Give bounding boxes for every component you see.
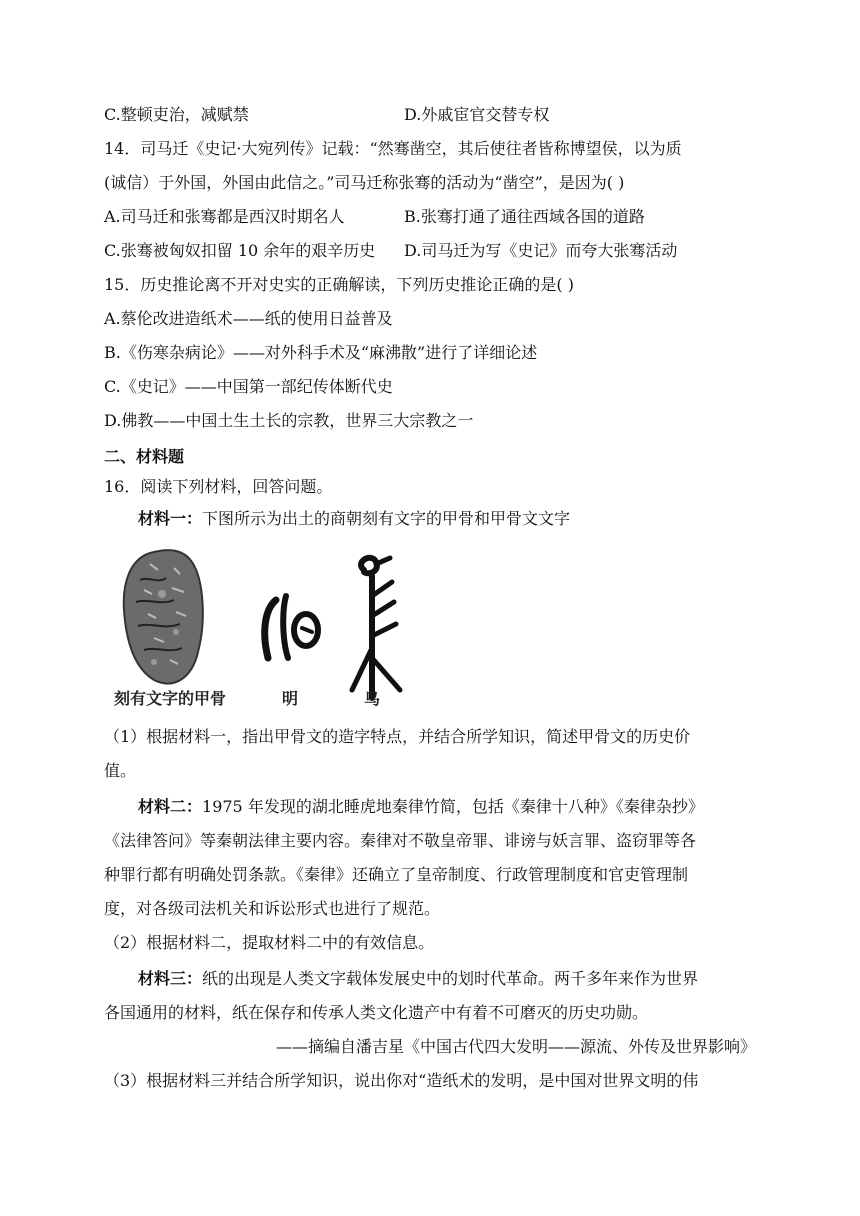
material-3-label: 材料三： — [138, 969, 203, 988]
q14-option-a: A.司马迁和张骞都是西汉时期名人 — [104, 207, 345, 226]
q13-option-c: C.整顿吏治，减赋禁 — [104, 105, 249, 124]
material-2-line1 — [138, 796, 704, 818]
q15-option-d: D.佛教——中国土生土长的宗教，世界三大宗教之一 — [104, 411, 474, 430]
glyph-niao — [352, 558, 400, 698]
q14-option-b: B.张骞打通了通往西域各国的道路 — [404, 207, 645, 226]
q15-stem: 15．历史推论离不开对史实的正确解读，下列历史推论正确的是( ) — [104, 275, 574, 294]
q16-sub3: （3）根据材料三并结合所学知识，说出你对“造纸术的发明，是中国对世界文明的伟 — [104, 1071, 699, 1090]
material-3-source: ——摘编自潘吉星《中国古代四大发明——源流、外传及世界影响》 — [275, 1037, 756, 1056]
q14-stem-line2: (诚信）于外国，外国由此信之。”司马迁称张骞的活动为“凿空”，是因为( ) — [104, 173, 625, 192]
q15-option-c: C.《史记》——中国第一部纪传体断代史 — [104, 377, 393, 396]
oracle-bone-image — [124, 550, 203, 683]
figure-caption-niao: 鸟 — [364, 689, 381, 708]
section-title: 二、材料题 — [104, 447, 185, 466]
q16-stem: 16．阅读下列材料，回答问题。 — [104, 477, 333, 496]
q13-option-d: D.外戚宦官交替专权 — [404, 105, 550, 124]
material-1-label: 材料一： — [138, 509, 203, 528]
q14-option-d: D.司马迁为写《史记》而夸大张骞活动 — [404, 241, 678, 260]
q16-sub1-line2: 值。 — [104, 761, 137, 780]
q14-option-c: C.张骞被匈奴扣留 10 余年的艰辛历史 — [104, 241, 376, 260]
q15-option-b: B.《伤寒杂病论》——对外科手术及“麻沸散”进行了详细论述 — [104, 343, 538, 362]
material-2-line4: 度，对各级司法机关和诉讼形式也进行了规范。 — [104, 899, 441, 918]
material-2-line2: 《法律答问》等秦朝法律主要内容。秦律对不敬皇帝罪、诽谤与妖言罪、盗窃罪等各 — [104, 831, 697, 850]
q16-sub1-line1: （1）根据材料一，指出甲骨文的造字特点，并结合所学知识，简述甲骨文的历史价 — [104, 727, 691, 746]
glyph-ming — [265, 596, 318, 658]
material-1-intro — [138, 508, 570, 530]
figure-caption-bone: 刻有文字的甲骨 — [114, 689, 227, 708]
material-2-text: 1975 年发现的湖北睡虎地秦律竹简，包括《秦律十八种》《秦律杂抄》 — [202, 797, 704, 816]
q15-option-a: A.蔡伦改进造纸术——纸的使用日益普及 — [104, 309, 393, 328]
material-3-line1 — [138, 968, 698, 990]
q14-stem-line1: 14．司马迁《史记·大宛列传》记载：“然骞凿空，其后使往者皆称博望侯，以为质 — [104, 139, 682, 158]
q16-sub2: （2）根据材料二，提取材料二中的有效信息。 — [104, 933, 435, 952]
material-1-text: 下图所示为出土的商朝刻有文字的甲骨和甲骨文文字 — [202, 509, 571, 528]
figure-caption-ming: 明 — [282, 689, 299, 708]
material-2-line3: 种罪行都有明确处罚条款。《秦律》还确立了皇帝制度、行政管理制度和官吏管理制 — [104, 865, 689, 884]
material-2-label: 材料二： — [138, 797, 203, 816]
material-3-line2: 各国通用的材料，纸在保存和传承人类文化遗产中有着不可磨灭的历史功勋。 — [104, 1003, 649, 1022]
material-3-text: 纸的出现是人类文字载体发展史中的划时代革命。两千多年来作为世界 — [202, 969, 699, 988]
